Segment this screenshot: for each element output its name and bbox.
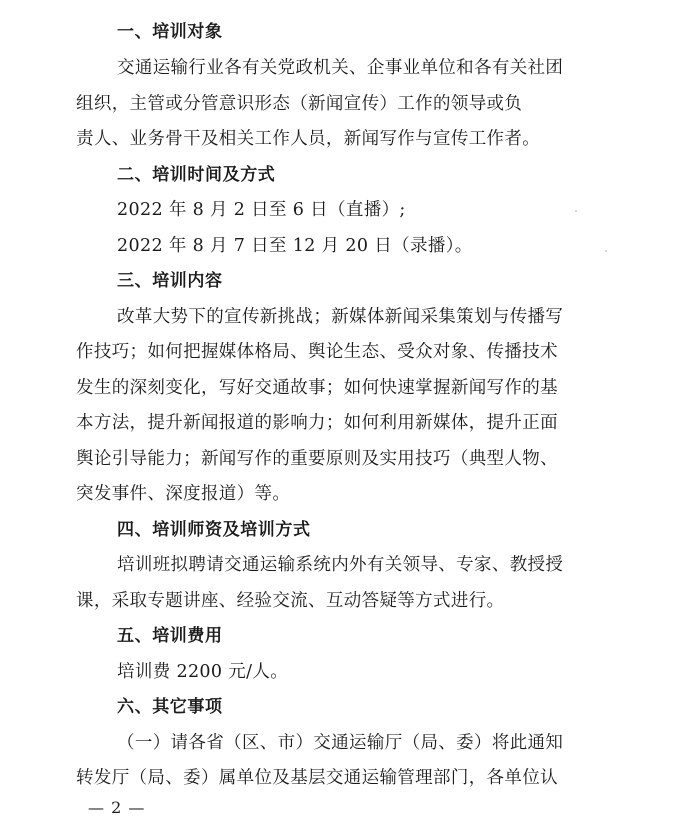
- paragraph-line: 改革大势下的宣传新挑战；新媒体新闻采集策划与传播写: [117, 307, 564, 327]
- paragraph-line: 2022 年 8 月 2 日至 6 日（直播）;: [117, 200, 406, 220]
- paragraph-line: 培训班拟聘请交通运输系统内外有关领导、专家、教授授: [117, 555, 564, 575]
- scan-speck: [605, 250, 607, 252]
- paragraph-line: 本方法，提升新闻报道的影响力；如何利用新媒体，提升正面: [76, 413, 558, 433]
- section-heading: 二、培训时间及方式: [117, 165, 276, 185]
- paragraph-line: 交通运输行业各有关党政机关、企事业单位和各有关社团: [117, 58, 564, 78]
- section-heading: 一、培训对象: [117, 22, 223, 42]
- paragraph-line: 作技巧；如何把握媒体格局、舆论生态、受众对象、传播技术: [76, 342, 558, 362]
- section-heading: 五、培训费用: [117, 626, 223, 646]
- paragraph-line: 责人、业务骨干及相关工作人员，新闻写作与宣传工作者。: [76, 129, 541, 149]
- section-heading: 六、其它事项: [117, 697, 223, 717]
- paragraph-line: 转发厅（局、委）属单位及基层交通运输管理部门，各单位认: [76, 768, 558, 788]
- paragraph-line: 2022 年 8 月 7 日至 12 月 20 日（录播）。: [117, 236, 473, 256]
- paragraph-line: 突发事件、深度报道）等。: [76, 484, 291, 504]
- section-heading: 三、培训内容: [117, 271, 223, 291]
- paragraph-line: 舆论引导能力；新闻写作的重要原则及实用技巧（典型人物、: [76, 449, 558, 469]
- paragraph-line: 发生的深刻变化，写好交通故事；如何快速掌握新闻写作的基: [76, 378, 558, 398]
- paragraph-line: 课，采取专题讲座、经验交流、互动答疑等方式进行。: [76, 591, 505, 611]
- paragraph-line: （一）请各省（区、市）交通运输厅（局、委）将此通知: [117, 733, 564, 753]
- scan-speck: [575, 210, 577, 212]
- page-number: — 2 —: [88, 798, 146, 817]
- section-heading: 四、培训师资及培训方式: [117, 520, 311, 540]
- paragraph-line: 组织，主管或分管意识形态（新闻宣传）工作的领导或负: [76, 94, 523, 114]
- paragraph-line: 培训费 2200 元/人。: [117, 662, 289, 682]
